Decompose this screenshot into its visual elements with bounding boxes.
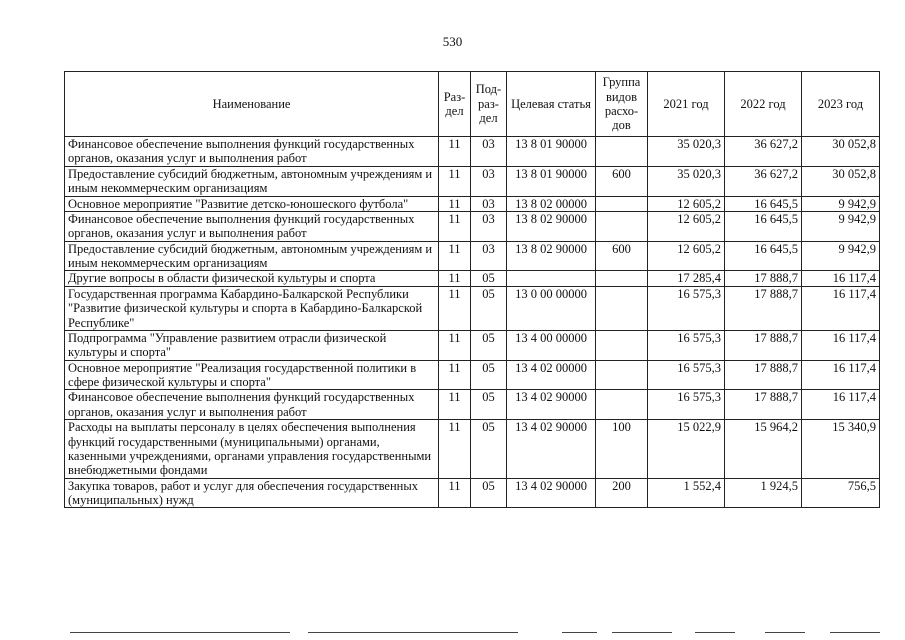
row-group [596, 196, 648, 211]
table-row [65, 478, 880, 508]
row-2023: 16 117,4 [802, 390, 880, 420]
row-group [596, 330, 648, 360]
row-target: 13 4 02 90000 [507, 390, 596, 420]
header-target: Целевая статья [507, 72, 596, 137]
row-2023: 30 052,8 [802, 166, 880, 196]
header-name: Наименование [65, 72, 439, 137]
row-razdel: 11 [439, 137, 471, 167]
row-2022: 36 627,2 [725, 166, 802, 196]
row-name: Основное мероприятие "Реализация государственной политики в сфере физической культуры и спорта" [65, 360, 439, 390]
row-name: Основное мероприятие "Развитие детско-юношеского футбола" [65, 196, 439, 211]
row-2022: 1 924,5 [725, 478, 802, 508]
row-2022: 17 888,7 [725, 271, 802, 286]
row-group: 600 [596, 166, 648, 196]
row-name: Государственная программа Кабардино-Балкарской Республики "Развитие физической культуры и спорта в Кабардино-Балкарской Республике" [65, 286, 439, 330]
row-razdel: 11 [439, 271, 471, 286]
row-podrazdel: 05 [471, 420, 507, 479]
footer-lines [0, 628, 905, 640]
row-target: 13 0 00 00000 [507, 286, 596, 330]
row-group [596, 271, 648, 286]
header-razdel: Раз-дел [439, 72, 471, 137]
row-group: 600 [596, 241, 648, 271]
table-row [65, 166, 880, 196]
row-2023: 30 052,8 [802, 137, 880, 167]
table-row [65, 390, 880, 420]
row-name: Предоставление субсидий бюджетным, автономным учреждениям и иным некоммерческим организациям [65, 166, 439, 196]
row-2022: 15 964,2 [725, 420, 802, 479]
row-name: Предоставление субсидий бюджетным, автономным учреждениям и иным некоммерческим организациям [65, 241, 439, 271]
table-row [65, 196, 880, 211]
row-2023: 9 942,9 [802, 241, 880, 271]
row-2022: 17 888,7 [725, 330, 802, 360]
row-group [596, 360, 648, 390]
row-podrazdel: 03 [471, 211, 507, 241]
table-row [65, 211, 880, 241]
row-group: 100 [596, 420, 648, 479]
row-2023: 9 942,9 [802, 196, 880, 211]
row-name: Расходы на выплаты персоналу в целях обеспечения выполнения функций государственными (муниципальными) органами, казенными учреждениями, органами управления государственными внебюджетными фондами [65, 420, 439, 479]
row-target: 13 4 00 00000 [507, 330, 596, 360]
row-podrazdel: 03 [471, 166, 507, 196]
row-razdel: 11 [439, 420, 471, 479]
row-2023: 756,5 [802, 478, 880, 508]
row-2022: 16 645,5 [725, 196, 802, 211]
page-number: 530 [442, 34, 463, 49]
header-podrazdel: Под-раз-дел [471, 72, 507, 137]
row-target: 13 8 02 00000 [507, 196, 596, 211]
row-2022: 17 888,7 [725, 390, 802, 420]
row-group [596, 211, 648, 241]
row-razdel: 11 [439, 286, 471, 330]
row-2021: 35 020,3 [648, 166, 725, 196]
row-target: 13 8 02 90000 [507, 241, 596, 271]
row-target: 13 8 01 90000 [507, 166, 596, 196]
row-2022: 36 627,2 [725, 137, 802, 167]
row-group: 200 [596, 478, 648, 508]
row-2021: 16 575,3 [648, 390, 725, 420]
header-2022: 2022 год [725, 72, 802, 137]
row-2023: 16 117,4 [802, 286, 880, 330]
row-podrazdel: 05 [471, 330, 507, 360]
row-group [596, 390, 648, 420]
row-2021: 12 605,2 [648, 196, 725, 211]
row-2021: 1 552,4 [648, 478, 725, 508]
row-podrazdel: 05 [471, 360, 507, 390]
row-2021: 35 020,3 [648, 137, 725, 167]
row-2021: 16 575,3 [648, 360, 725, 390]
row-2021: 12 605,2 [648, 211, 725, 241]
row-2021: 12 605,2 [648, 241, 725, 271]
row-razdel: 11 [439, 241, 471, 271]
row-target: 13 4 02 00000 [507, 360, 596, 390]
row-2021: 16 575,3 [648, 286, 725, 330]
row-target [507, 271, 596, 286]
row-target: 13 8 01 90000 [507, 137, 596, 167]
table-row [65, 241, 880, 271]
row-podrazdel: 05 [471, 390, 507, 420]
row-2022: 16 645,5 [725, 241, 802, 271]
row-name: Финансовое обеспечение выполнения функций государственных органов, оказания услуг и выполнения работ [65, 211, 439, 241]
row-podrazdel: 05 [471, 286, 507, 330]
budget-table [64, 71, 880, 508]
row-2021: 15 022,9 [648, 420, 725, 479]
row-razdel: 11 [439, 211, 471, 241]
row-2023: 16 117,4 [802, 360, 880, 390]
row-razdel: 11 [439, 390, 471, 420]
row-2023: 9 942,9 [802, 211, 880, 241]
header-2023: 2023 год [802, 72, 880, 137]
row-2023: 15 340,9 [802, 420, 880, 479]
row-2022: 17 888,7 [725, 286, 802, 330]
row-2022: 16 645,5 [725, 211, 802, 241]
row-target: 13 4 02 90000 [507, 478, 596, 508]
table-row [65, 286, 880, 330]
row-name: Подпрограмма "Управление развитием отрасли физической культуры и спорта" [65, 330, 439, 360]
row-razdel: 11 [439, 360, 471, 390]
row-2021: 16 575,3 [648, 330, 725, 360]
row-group [596, 137, 648, 167]
table-header-row [65, 72, 880, 137]
table-row [65, 420, 880, 479]
row-target: 13 4 02 90000 [507, 420, 596, 479]
row-name: Закупка товаров, работ и услуг для обеспечения государственных (муниципальных) нужд [65, 478, 439, 508]
row-2023: 16 117,4 [802, 271, 880, 286]
table-row [65, 137, 880, 167]
row-razdel: 11 [439, 196, 471, 211]
row-name: Другие вопросы в области физической культуры и спорта [65, 271, 439, 286]
row-target: 13 8 02 90000 [507, 211, 596, 241]
header-group: Группа видов расхо-дов [596, 72, 648, 137]
table-row [65, 271, 880, 286]
row-razdel: 11 [439, 478, 471, 508]
row-razdel: 11 [439, 166, 471, 196]
row-podrazdel: 03 [471, 241, 507, 271]
header-2021: 2021 год [648, 72, 725, 137]
row-2022: 17 888,7 [725, 360, 802, 390]
row-name: Финансовое обеспечение выполнения функций государственных органов, оказания услуг и выполнения работ [65, 390, 439, 420]
row-podrazdel: 05 [471, 271, 507, 286]
row-name: Финансовое обеспечение выполнения функций государственных органов, оказания услуг и выполнения работ [65, 137, 439, 167]
table-row [65, 330, 880, 360]
row-2023: 16 117,4 [802, 330, 880, 360]
table-row [65, 360, 880, 390]
row-razdel: 11 [439, 330, 471, 360]
row-2021: 17 285,4 [648, 271, 725, 286]
row-podrazdel: 05 [471, 478, 507, 508]
row-podrazdel: 03 [471, 196, 507, 211]
row-group [596, 286, 648, 330]
row-podrazdel: 03 [471, 137, 507, 167]
